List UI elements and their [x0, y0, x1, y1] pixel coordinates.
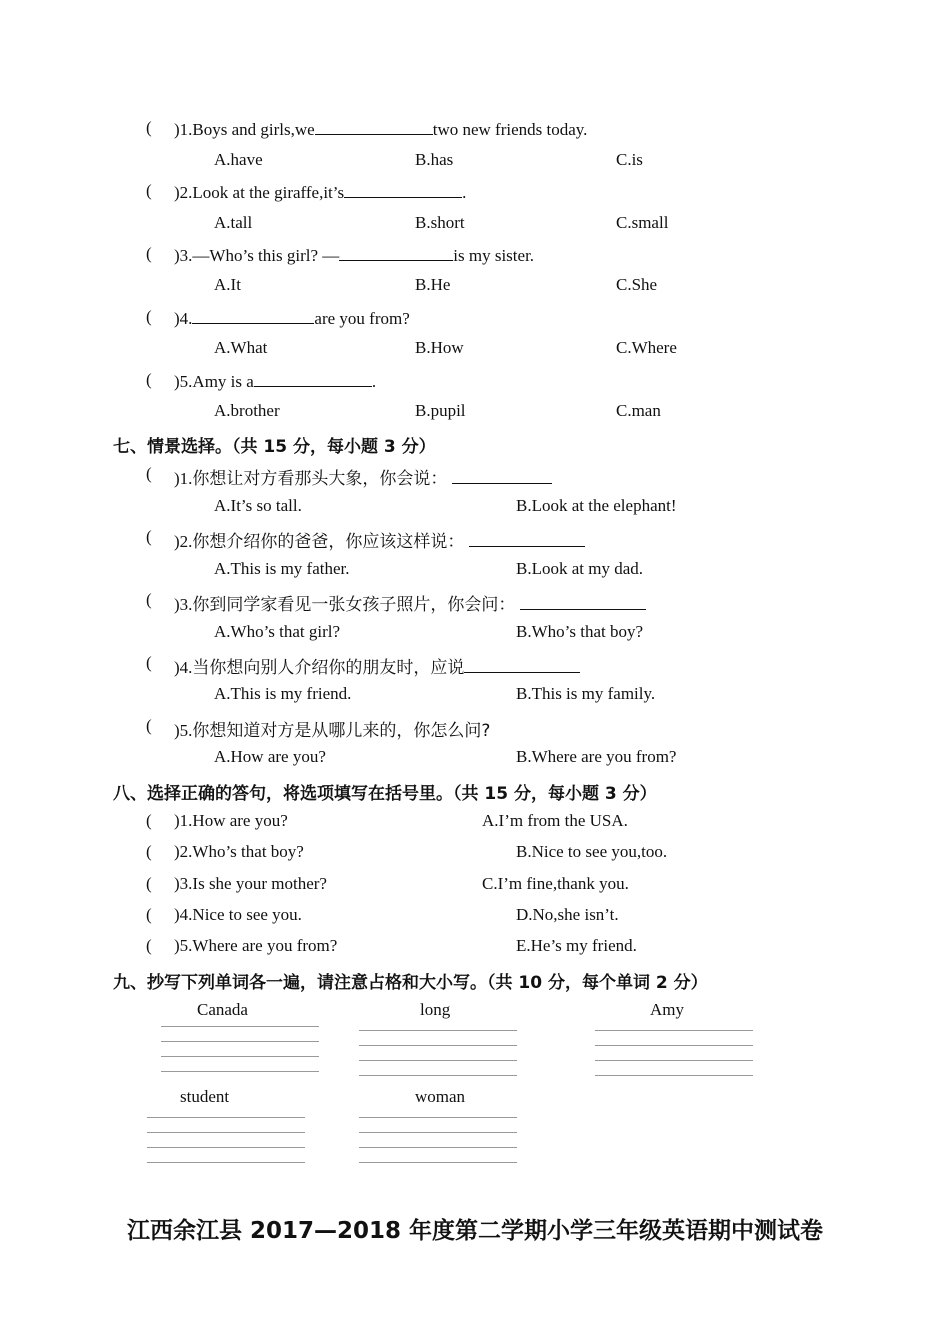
option-a[interactable]: A.have — [214, 150, 263, 169]
match-answer-a: A.I’m from the USA. — [482, 811, 628, 830]
match-answer-c: C.I’m fine,thank you. — [482, 874, 629, 893]
answer-paren[interactable]: ( — [146, 590, 152, 609]
question-3: )3.—Who’s this girl? — is my sister. — [174, 246, 535, 265]
answer-paren[interactable]: ( — [146, 244, 152, 263]
fill-blank[interactable] — [344, 181, 462, 198]
writing-lines[interactable] — [595, 1030, 753, 1090]
option-b[interactable]: B.Who’s that boy? — [516, 622, 644, 641]
fill-blank[interactable] — [315, 118, 433, 135]
match-answer-e: E.He’s my friend. — [516, 936, 637, 955]
option-a[interactable]: A.How are you? — [214, 747, 326, 766]
question-5: )5.Amy is a . — [174, 372, 377, 391]
option-a[interactable]: A.Who’s that girl? — [214, 622, 341, 641]
copy-word-long: long — [420, 1000, 451, 1019]
copy-word-canada: Canada — [197, 1000, 248, 1019]
answer-paren[interactable]: ( — [146, 527, 152, 546]
option-b[interactable]: B.has — [415, 150, 454, 169]
writing-lines[interactable] — [359, 1030, 517, 1090]
situation-question-1: )1.你想让对方看那头大象，你会说： — [174, 464, 552, 489]
option-b[interactable]: B.How — [415, 338, 464, 357]
question-1: )1.Boys and girls,we two new friends today. — [174, 120, 588, 139]
fill-blank[interactable] — [452, 467, 552, 484]
answer-paren[interactable]: ( — [146, 842, 152, 861]
answer-paren[interactable]: ( — [146, 181, 152, 200]
option-b[interactable]: B.He — [415, 275, 451, 294]
fill-blank[interactable] — [469, 530, 585, 547]
fill-blank[interactable] — [192, 307, 314, 324]
match-question-4: )4.Nice to see you. — [174, 905, 302, 924]
writing-lines[interactable] — [161, 1026, 319, 1086]
match-question-1: )1.How are you? — [174, 811, 288, 830]
situation-question-5: )5.你想知道对方是从哪儿来的，你怎么问? — [174, 721, 491, 741]
option-b[interactable]: B.Look at my dad. — [516, 559, 644, 578]
section-8-heading: 八、选择正确的答句，将选项填写在括号里。（共 15 分，每小题 3 分） — [113, 784, 657, 804]
option-a[interactable]: A.This is my father. — [214, 559, 350, 578]
answer-paren[interactable]: ( — [146, 874, 152, 893]
option-b[interactable]: B.short — [415, 213, 465, 232]
option-a[interactable]: A.This is my friend. — [214, 684, 352, 703]
option-c[interactable]: C.man — [616, 401, 661, 420]
exam-title: 江西余江县 2017—2018 年度第二学期小学三年级英语期中测试卷 — [126, 1218, 824, 1244]
answer-paren[interactable]: ( — [146, 118, 152, 137]
section-7-heading: 七、情景选择。（共 15 分，每小题 3 分） — [113, 437, 436, 457]
option-b[interactable]: B.pupil — [415, 401, 466, 420]
answer-paren[interactable]: ( — [146, 811, 152, 830]
fill-blank[interactable] — [254, 370, 372, 387]
match-question-5: )5.Where are you from? — [174, 936, 338, 955]
copy-word-woman: woman — [415, 1087, 466, 1106]
copy-word-amy: Amy — [650, 1000, 684, 1019]
answer-paren[interactable]: ( — [146, 936, 152, 955]
fill-blank[interactable] — [339, 244, 453, 261]
writing-lines[interactable] — [147, 1117, 305, 1177]
option-a[interactable]: A.tall — [214, 213, 253, 232]
option-c[interactable]: C.She — [616, 275, 658, 294]
fill-blank[interactable] — [464, 656, 580, 673]
answer-paren[interactable]: ( — [146, 716, 152, 735]
option-b[interactable]: B.This is my family. — [516, 684, 656, 703]
option-a[interactable]: A.brother — [214, 401, 280, 420]
situation-question-3: )3.你到同学家看见一张女孩子照片，你会问： — [174, 590, 646, 615]
question-4: )4. are you from? — [174, 309, 410, 328]
option-a[interactable]: A.What — [214, 338, 268, 357]
option-c[interactable]: C.small — [616, 213, 669, 232]
option-b[interactable]: B.Look at the elephant! — [516, 496, 677, 515]
answer-paren[interactable]: ( — [146, 370, 152, 389]
answer-paren[interactable]: ( — [146, 464, 152, 483]
situation-question-2: )2.你想介绍你的爸爸，你应该这样说： — [174, 527, 585, 552]
match-answer-d: D.No,she isn’t. — [516, 905, 619, 924]
section-9-heading: 九、抄写下列单词各一遍，请注意占格和大小写。（共 10 分，每个单词 2 分） — [113, 973, 708, 993]
match-question-3: )3.Is she your mother? — [174, 874, 327, 893]
fill-blank[interactable] — [520, 593, 646, 610]
answer-paren[interactable]: ( — [146, 653, 152, 672]
question-2: )2.Look at the giraffe,it’s . — [174, 183, 467, 202]
match-answer-b: B.Nice to see you,too. — [516, 842, 668, 861]
option-c[interactable]: C.is — [616, 150, 643, 169]
writing-lines[interactable] — [359, 1117, 517, 1177]
copy-word-student: student — [180, 1087, 230, 1106]
situation-question-4: )4.当你想向别人介绍你的朋友时，应说 — [174, 653, 580, 678]
option-c[interactable]: C.Where — [616, 338, 677, 357]
option-a[interactable]: A.It’s so tall. — [214, 496, 302, 515]
answer-paren[interactable]: ( — [146, 905, 152, 924]
option-a[interactable]: A.It — [214, 275, 241, 294]
option-b[interactable]: B.Where are you from? — [516, 747, 677, 766]
answer-paren[interactable]: ( — [146, 307, 152, 326]
match-question-2: )2.Who’s that boy? — [174, 842, 304, 861]
